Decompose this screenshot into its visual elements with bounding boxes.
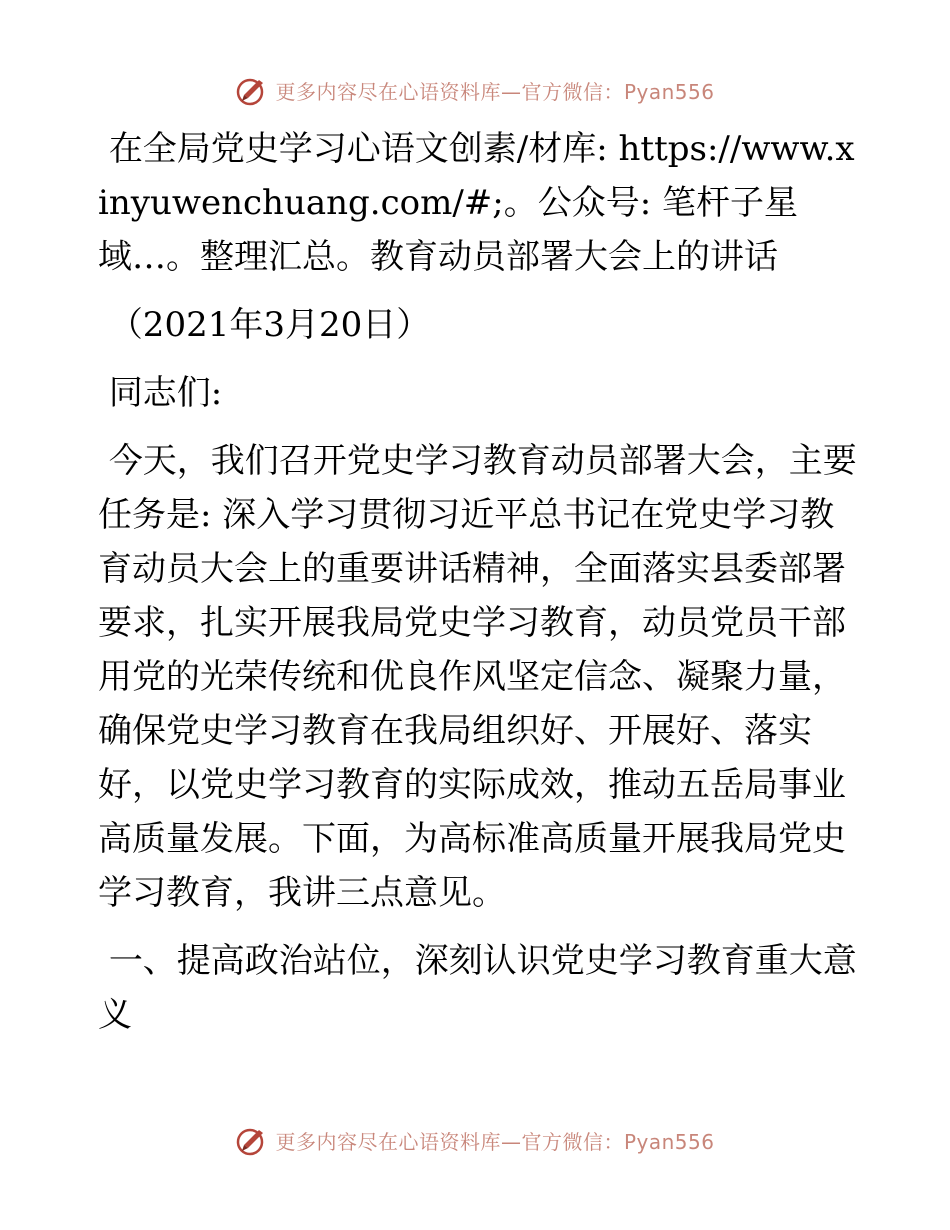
pen-logo-icon [235, 73, 269, 107]
intro-paragraph: 在全局党史学习心语文创素/材库: https://www.xinyuwenchuang.com/#;。公众号: 笔杆子星域…。整理汇总。教育动员部署大会上的讲话 [98, 129, 855, 277]
speech-date: （2021年3月20日） [98, 305, 431, 345]
salutation: 同志们: [98, 373, 223, 413]
document-body [98, 122, 858, 1042]
footer-watermark-text: 更多内容尽在心语资料库—官方微信：Pyan556 [275, 1129, 715, 1154]
header-watermark-banner [0, 70, 950, 110]
body-paragraph: 今天，我们召开党史学习教育动员部署大会，主要任务是: 深入学习贯彻习近平总书记在党史学习教育动员大会上的重要讲话精神，全面落实县委部署要求，扎实开展我局党史学习教育，动员党员干部用党的光荣传统和优良作风坚定信念、凝聚力量，确保党史学习教育在我局组织好、开展好、落实好，以党史学习教育的实际成效，推动五岳局事业高质量发展。下面，为高标准高质量开展我局党史学习教育，我讲三点意见。 [98, 441, 857, 913]
section-heading-1: 一、提高政治站位，深刻认识党史学习教育重大意义 [98, 941, 857, 1035]
header-watermark-text: 更多内容尽在心语资料库—官方微信：Pyan556 [275, 79, 715, 104]
pen-logo-icon [235, 1123, 269, 1157]
footer-watermark-banner [0, 1120, 950, 1160]
